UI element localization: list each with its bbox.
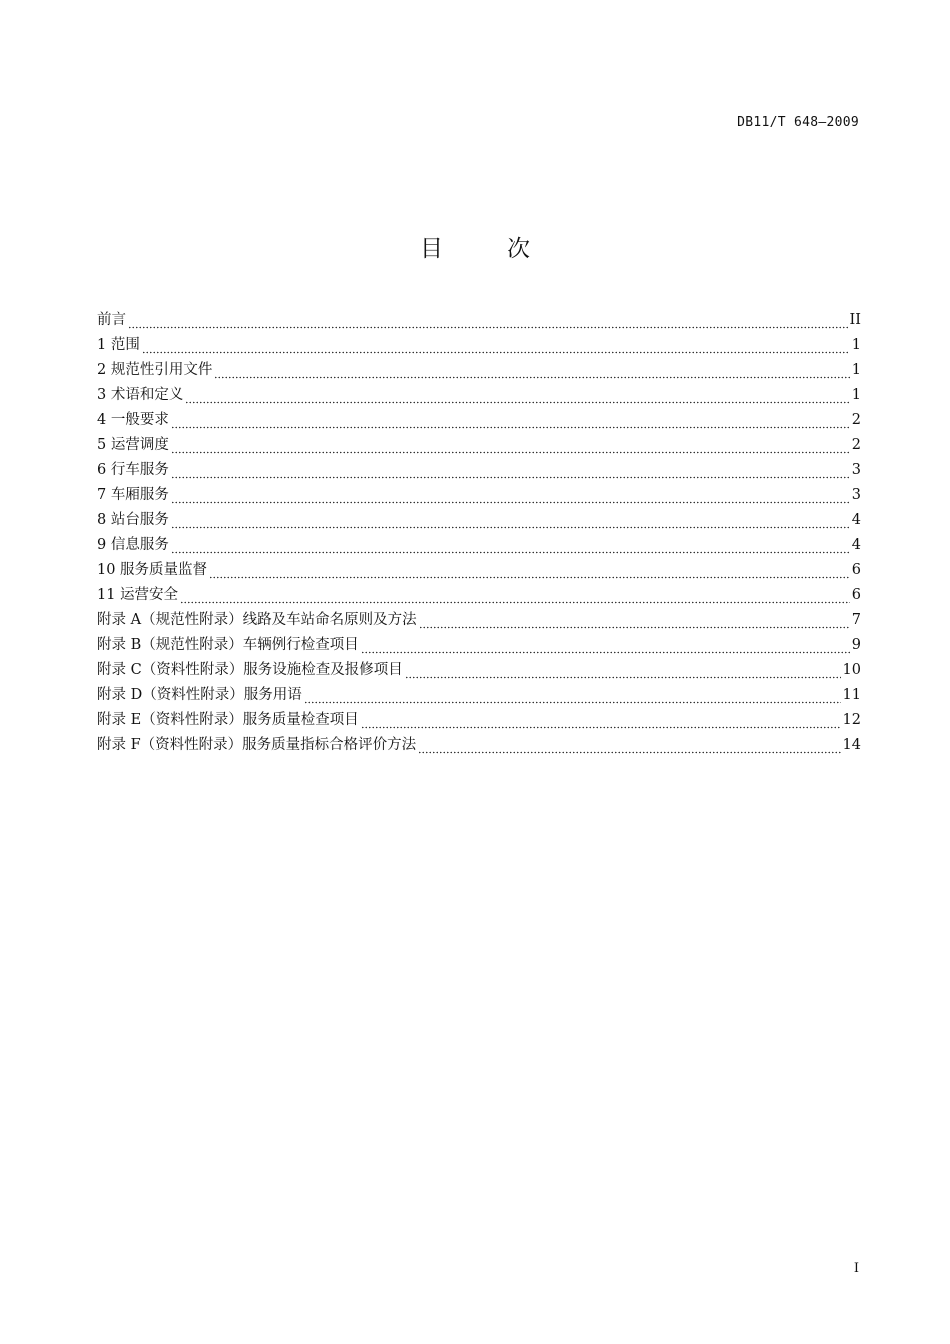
toc-entry-page: 2 [851,412,861,428]
toc-entry-page: 2 [851,437,861,453]
toc-entry-page: 14 [842,737,861,753]
toc-list [97,311,861,761]
toc-entry-page: 11 [842,687,861,703]
toc-entry-appendix-c[interactable] [97,661,861,686]
toc-entry-1[interactable] [97,336,861,361]
toc-entry-label: 9 信息服务 [97,537,169,553]
toc-entry-label: 4 一般要求 [97,412,169,428]
toc-entry-page: 10 [842,662,861,678]
toc-entry-label: 10 服务质量监督 [97,562,208,578]
toc-leader-dots [128,326,848,329]
toc-entry-11[interactable] [97,586,861,611]
toc-entry-5[interactable] [97,436,861,461]
toc-entry-10[interactable] [97,561,861,586]
toc-entry-6[interactable] [97,461,861,486]
toc-entry-7[interactable] [97,486,861,511]
toc-entry-label: 8 站台服务 [97,512,169,528]
toc-entry-label: 附录 E（资料性附录）服务质量检查项目 [97,712,359,728]
toc-entry-4[interactable] [97,411,861,436]
toc-entry-2[interactable] [97,361,861,386]
toc-entry-label: 11 运营安全 [97,587,179,603]
toc-entry-page: 12 [842,712,861,728]
toc-entry-8[interactable] [97,511,861,536]
toc-entry-label: 附录 B（规范性附录）车辆例行检查项目 [97,637,359,653]
toc-leader-dots [180,601,850,604]
toc-entry-preface[interactable] [97,311,861,336]
toc-entry-label: 附录 F（资料性附录）服务质量指标合格评价方法 [97,737,417,753]
toc-entry-page: 3 [851,462,861,478]
toc-title-char: 次 [507,236,530,262]
toc-leader-dots [418,751,840,754]
toc-leader-dots [185,401,849,404]
toc-entry-page: 1 [851,337,861,353]
toc-entry-3[interactable] [97,386,861,411]
toc-leader-dots [214,376,849,379]
document-code: DB11/T 648—2009 [737,115,859,130]
toc-entry-label: 2 规范性引用文件 [97,362,213,378]
toc-leader-dots [171,426,850,429]
toc-leader-dots [361,651,850,654]
toc-leader-dots [209,576,850,579]
toc-entry-appendix-e[interactable] [97,711,861,736]
toc-entry-label: 7 车厢服务 [97,487,169,503]
toc-entry-appendix-f[interactable] [97,736,861,761]
toc-entry-label: 附录 D（资料性附录）服务用语 [97,687,302,703]
toc-leader-dots [405,676,841,679]
toc-entry-9[interactable] [97,536,861,561]
toc-leader-dots [419,626,850,629]
toc-leader-dots [304,701,841,704]
page-number: I [853,1261,859,1276]
toc-title-char: 目 [420,236,443,262]
toc-entry-appendix-a[interactable] [97,611,861,636]
toc-entry-appendix-d[interactable] [97,686,861,711]
toc-entry-label: 6 行车服务 [97,462,169,478]
toc-entry-appendix-b[interactable] [97,636,861,661]
toc-leader-dots [361,726,841,729]
toc-entry-label: 1 范围 [97,337,140,353]
toc-leader-dots [171,451,850,454]
toc-entry-page: 3 [851,487,861,503]
toc-leader-dots [171,476,850,479]
toc-entry-label: 附录 A（规范性附录）线路及车站命名原则及方法 [97,612,417,628]
toc-entry-page: II [849,312,861,328]
toc-leader-dots [171,551,850,554]
toc-entry-page: 7 [851,612,861,628]
toc-leader-dots [171,526,850,529]
toc-entry-page: 6 [851,562,861,578]
toc-entry-page: 1 [851,362,861,378]
toc-entry-page: 1 [851,387,861,403]
toc-entry-label: 3 术语和定义 [97,387,184,403]
toc-title [0,230,950,263]
toc-entry-page: 9 [851,637,861,653]
toc-leader-dots [171,501,850,504]
toc-entry-label: 5 运营调度 [97,437,169,453]
toc-entry-label: 前言 [97,312,126,328]
toc-entry-page: 4 [851,512,861,528]
toc-entry-page: 6 [851,587,861,603]
toc-entry-page: 4 [851,537,861,553]
toc-leader-dots [142,351,850,354]
toc-entry-label: 附录 C（资料性附录）服务设施检查及报修项目 [97,662,403,678]
